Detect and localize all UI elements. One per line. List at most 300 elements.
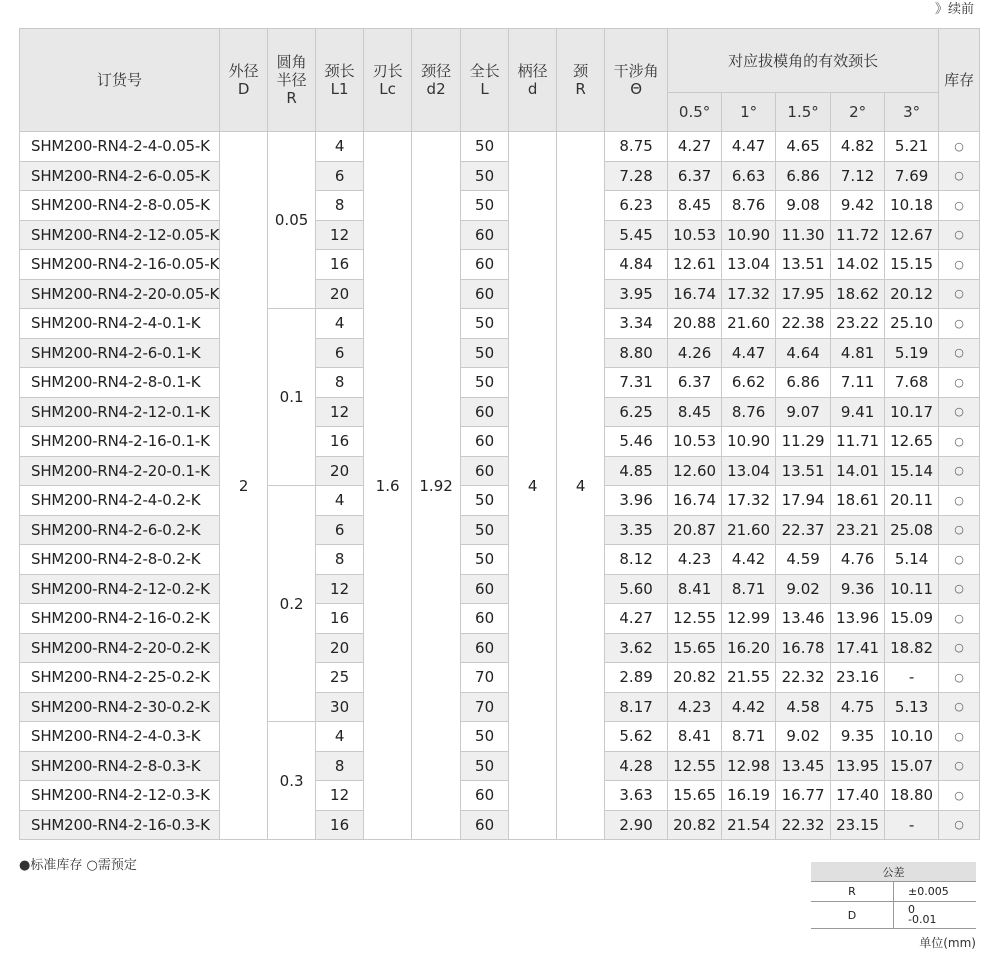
- table-row: [20, 132, 980, 162]
- total-length-cell: 50: [461, 486, 509, 516]
- effective-neck-length-cell: 8.45: [668, 191, 722, 221]
- order-code-cell: SHM200-RN4-2-4-0.1-K: [20, 309, 220, 339]
- effective-neck-length-cell: 23.16: [831, 663, 885, 693]
- order-code-cell: SHM200-RN4-2-16-0.2-K: [20, 604, 220, 634]
- effective-neck-length-cell: 21.55: [722, 663, 776, 693]
- order-code-cell: SHM200-RN4-2-8-0.3-K: [20, 751, 220, 781]
- neck-length-cell: 6: [316, 338, 364, 368]
- effective-neck-length-cell: 18.62: [831, 279, 885, 309]
- table-row: [20, 427, 980, 457]
- header-angle-2: 2°: [831, 93, 885, 132]
- interference-angle-cell: 6.25: [605, 397, 668, 427]
- effective-neck-length-cell: 10.18: [885, 191, 939, 221]
- stock-status-icon: ○: [939, 427, 980, 457]
- effective-neck-length-cell: 4.75: [831, 692, 885, 722]
- stock-status-icon: ○: [939, 515, 980, 545]
- tolerance-key-d: D: [811, 902, 894, 929]
- effective-neck-length-cell: 9.08: [776, 191, 831, 221]
- shank-diameter-cell: 4: [509, 132, 557, 840]
- outer-diameter-cell: 2: [220, 132, 268, 840]
- effective-neck-length-cell: 18.80: [885, 781, 939, 811]
- tolerance-value-d: 0 -0.01: [894, 902, 977, 929]
- order-code-cell: SHM200-RN4-2-16-0.1-K: [20, 427, 220, 457]
- effective-neck-length-cell: 10.90: [722, 427, 776, 457]
- effective-neck-length-cell: 22.37: [776, 515, 831, 545]
- table-row: [20, 456, 980, 486]
- effective-neck-length-cell: 5.13: [885, 692, 939, 722]
- header-neck-radius: 颈 R: [557, 29, 605, 132]
- effective-neck-length-cell: 4.42: [722, 545, 776, 575]
- stock-status-icon: ○: [939, 604, 980, 634]
- effective-neck-length-cell: 11.29: [776, 427, 831, 457]
- effective-neck-length-cell: 9.07: [776, 397, 831, 427]
- effective-neck-length-cell: -: [885, 663, 939, 693]
- total-length-cell: 60: [461, 810, 509, 840]
- order-code-cell: SHM200-RN4-2-20-0.05-K: [20, 279, 220, 309]
- neck-length-cell: 4: [316, 486, 364, 516]
- interference-angle-cell: 6.23: [605, 191, 668, 221]
- stock-status-icon: ○: [939, 692, 980, 722]
- neck-length-cell: 12: [316, 781, 364, 811]
- tolerance-table: [811, 862, 976, 929]
- effective-neck-length-cell: 7.68: [885, 368, 939, 398]
- order-code-cell: SHM200-RN4-2-30-0.2-K: [20, 692, 220, 722]
- spec-table-body: [20, 132, 980, 840]
- effective-neck-length-cell: 10.90: [722, 220, 776, 250]
- effective-neck-length-cell: 4.65: [776, 132, 831, 162]
- stock-status-icon: ○: [939, 545, 980, 575]
- effective-neck-length-cell: 23.21: [831, 515, 885, 545]
- stock-status-icon: ○: [939, 220, 980, 250]
- total-length-cell: 60: [461, 220, 509, 250]
- effective-neck-length-cell: 13.51: [776, 250, 831, 280]
- order-code-cell: SHM200-RN4-2-12-0.2-K: [20, 574, 220, 604]
- neck-length-cell: 30: [316, 692, 364, 722]
- header-outer-diameter: 外径 D: [220, 29, 268, 132]
- table-row: [20, 574, 980, 604]
- table-row: [20, 250, 980, 280]
- header-angle-3: 3°: [885, 93, 939, 132]
- neck-length-cell: 4: [316, 722, 364, 752]
- total-length-cell: 70: [461, 692, 509, 722]
- effective-neck-length-cell: 8.41: [668, 574, 722, 604]
- stock-status-icon: ○: [939, 486, 980, 516]
- order-code-cell: SHM200-RN4-2-4-0.05-K: [20, 132, 220, 162]
- order-code-cell: SHM200-RN4-2-20-0.1-K: [20, 456, 220, 486]
- total-length-cell: 60: [461, 633, 509, 663]
- neck-radius-cell: 4: [557, 132, 605, 840]
- interference-angle-cell: 7.28: [605, 161, 668, 191]
- header-shank-diameter: 柄径 d: [509, 29, 557, 132]
- stock-status-icon: ○: [939, 368, 980, 398]
- total-length-cell: 60: [461, 604, 509, 634]
- effective-neck-length-cell: 17.41: [831, 633, 885, 663]
- effective-neck-length-cell: 16.74: [668, 279, 722, 309]
- neck-length-cell: 12: [316, 574, 364, 604]
- table-row: [20, 220, 980, 250]
- effective-neck-length-cell: 25.10: [885, 309, 939, 339]
- header-corner-radius: 圆角 半径 R: [268, 29, 316, 132]
- order-code-cell: SHM200-RN4-2-8-0.1-K: [20, 368, 220, 398]
- unit-label: 单位(mm): [919, 936, 976, 950]
- effective-neck-length-cell: 15.14: [885, 456, 939, 486]
- effective-neck-length-cell: 17.32: [722, 486, 776, 516]
- order-code-cell: SHM200-RN4-2-6-0.1-K: [20, 338, 220, 368]
- effective-neck-length-cell: 20.12: [885, 279, 939, 309]
- neck-length-cell: 12: [316, 220, 364, 250]
- interference-angle-cell: 4.27: [605, 604, 668, 634]
- interference-angle-cell: 4.84: [605, 250, 668, 280]
- effective-neck-length-cell: 25.08: [885, 515, 939, 545]
- effective-neck-length-cell: 8.76: [722, 397, 776, 427]
- effective-neck-length-cell: 4.81: [831, 338, 885, 368]
- table-row: [20, 397, 980, 427]
- total-length-cell: 50: [461, 338, 509, 368]
- effective-neck-length-cell: 12.98: [722, 751, 776, 781]
- effective-neck-length-cell: 4.82: [831, 132, 885, 162]
- neck-length-cell: 8: [316, 368, 364, 398]
- effective-neck-length-cell: 17.32: [722, 279, 776, 309]
- order-code-cell: SHM200-RN4-2-8-0.2-K: [20, 545, 220, 575]
- effective-neck-length-cell: 18.61: [831, 486, 885, 516]
- effective-neck-length-cell: 4.59: [776, 545, 831, 575]
- header-neck-length: 颈长 L1: [316, 29, 364, 132]
- order-code-cell: SHM200-RN4-2-16-0.05-K: [20, 250, 220, 280]
- total-length-cell: 50: [461, 545, 509, 575]
- order-code-cell: SHM200-RN4-2-4-0.3-K: [20, 722, 220, 752]
- neck-length-cell: 16: [316, 427, 364, 457]
- total-length-cell: 60: [461, 574, 509, 604]
- effective-neck-length-cell: 9.02: [776, 574, 831, 604]
- order-required-icon: ○: [86, 858, 98, 873]
- stock-status-icon: ○: [939, 574, 980, 604]
- effective-neck-length-cell: 14.02: [831, 250, 885, 280]
- effective-neck-length-cell: 7.69: [885, 161, 939, 191]
- effective-neck-length-cell: 17.40: [831, 781, 885, 811]
- table-row: [20, 751, 980, 781]
- order-code-cell: SHM200-RN4-2-25-0.2-K: [20, 663, 220, 693]
- effective-neck-length-cell: 4.47: [722, 338, 776, 368]
- effective-neck-length-cell: 13.95: [831, 751, 885, 781]
- effective-neck-length-cell: 22.32: [776, 810, 831, 840]
- header-neck-diameter: 颈径 d2: [412, 29, 461, 132]
- table-row: [20, 722, 980, 752]
- header-effective-neck-group: 对应拔模角的有效颈长: [668, 29, 939, 93]
- neck-length-cell: 4: [316, 132, 364, 162]
- interference-angle-cell: 5.60: [605, 574, 668, 604]
- effective-neck-length-cell: 20.11: [885, 486, 939, 516]
- table-row: [20, 338, 980, 368]
- effective-neck-length-cell: 12.61: [668, 250, 722, 280]
- header-interference-angle: 干涉角 Θ: [605, 29, 668, 132]
- effective-neck-length-cell: 6.37: [668, 368, 722, 398]
- total-length-cell: 60: [461, 781, 509, 811]
- neck-length-cell: 20: [316, 279, 364, 309]
- neck-length-cell: 6: [316, 515, 364, 545]
- effective-neck-length-cell: 15.65: [668, 633, 722, 663]
- total-length-cell: 50: [461, 309, 509, 339]
- effective-neck-length-cell: 17.94: [776, 486, 831, 516]
- effective-neck-length-cell: 11.71: [831, 427, 885, 457]
- header-total-length: 全长 L: [461, 29, 509, 132]
- table-row: [20, 191, 980, 221]
- effective-neck-length-cell: 13.45: [776, 751, 831, 781]
- effective-neck-length-cell: 5.19: [885, 338, 939, 368]
- effective-neck-length-cell: 9.35: [831, 722, 885, 752]
- effective-neck-length-cell: 21.54: [722, 810, 776, 840]
- interference-angle-cell: 3.96: [605, 486, 668, 516]
- interference-angle-cell: 5.46: [605, 427, 668, 457]
- effective-neck-length-cell: 20.88: [668, 309, 722, 339]
- total-length-cell: 60: [461, 279, 509, 309]
- effective-neck-length-cell: 8.71: [722, 722, 776, 752]
- header-code: 订货号: [20, 29, 220, 132]
- effective-neck-length-cell: 11.30: [776, 220, 831, 250]
- effective-neck-length-cell: 4.23: [668, 692, 722, 722]
- order-code-cell: SHM200-RN4-2-12-0.1-K: [20, 397, 220, 427]
- order-code-cell: SHM200-RN4-2-6-0.2-K: [20, 515, 220, 545]
- order-required-label: 需预定: [97, 858, 137, 873]
- effective-neck-length-cell: 7.12: [831, 161, 885, 191]
- interference-angle-cell: 8.12: [605, 545, 668, 575]
- effective-neck-length-cell: 22.32: [776, 663, 831, 693]
- effective-neck-length-cell: 16.77: [776, 781, 831, 811]
- table-row: [20, 663, 980, 693]
- order-code-cell: SHM200-RN4-2-4-0.2-K: [20, 486, 220, 516]
- total-length-cell: 50: [461, 191, 509, 221]
- table-row: [20, 781, 980, 811]
- interference-angle-cell: 2.90: [605, 810, 668, 840]
- effective-neck-length-cell: 10.11: [885, 574, 939, 604]
- stock-status-icon: ○: [939, 633, 980, 663]
- header-angle-1: 1°: [722, 93, 776, 132]
- stock-status-icon: ○: [939, 663, 980, 693]
- effective-neck-length-cell: 15.15: [885, 250, 939, 280]
- effective-neck-length-cell: 6.63: [722, 161, 776, 191]
- effective-neck-length-cell: 4.23: [668, 545, 722, 575]
- effective-neck-length-cell: 20.82: [668, 810, 722, 840]
- effective-neck-length-cell: 6.37: [668, 161, 722, 191]
- effective-neck-length-cell: 7.11: [831, 368, 885, 398]
- stock-status-icon: ○: [939, 191, 980, 221]
- order-code-cell: SHM200-RN4-2-16-0.3-K: [20, 810, 220, 840]
- stock-status-icon: ○: [939, 250, 980, 280]
- effective-neck-length-cell: 18.82: [885, 633, 939, 663]
- order-code-cell: SHM200-RN4-2-6-0.05-K: [20, 161, 220, 191]
- total-length-cell: 60: [461, 250, 509, 280]
- effective-neck-length-cell: 12.67: [885, 220, 939, 250]
- interference-angle-cell: 4.28: [605, 751, 668, 781]
- total-length-cell: 60: [461, 427, 509, 457]
- effective-neck-length-cell: 21.60: [722, 309, 776, 339]
- effective-neck-length-cell: 8.45: [668, 397, 722, 427]
- effective-neck-length-cell: 15.07: [885, 751, 939, 781]
- interference-angle-cell: 3.63: [605, 781, 668, 811]
- table-row: [20, 368, 980, 398]
- effective-neck-length-cell: 4.27: [668, 132, 722, 162]
- stock-legend: [19, 857, 137, 875]
- effective-neck-length-cell: 23.22: [831, 309, 885, 339]
- effective-neck-length-cell: 16.74: [668, 486, 722, 516]
- effective-neck-length-cell: 13.51: [776, 456, 831, 486]
- total-length-cell: 50: [461, 161, 509, 191]
- tolerance-key-r: R: [811, 882, 894, 902]
- total-length-cell: 50: [461, 722, 509, 752]
- stock-status-icon: ○: [939, 161, 980, 191]
- effective-neck-length-cell: -: [885, 810, 939, 840]
- effective-neck-length-cell: 15.09: [885, 604, 939, 634]
- effective-neck-length-cell: 16.20: [722, 633, 776, 663]
- effective-neck-length-cell: 4.58: [776, 692, 831, 722]
- total-length-cell: 50: [461, 368, 509, 398]
- table-row: [20, 604, 980, 634]
- interference-angle-cell: 8.80: [605, 338, 668, 368]
- effective-neck-length-cell: 13.46: [776, 604, 831, 634]
- neck-length-cell: 4: [316, 309, 364, 339]
- total-length-cell: 50: [461, 515, 509, 545]
- neck-length-cell: 16: [316, 250, 364, 280]
- flute-length-cell: 1.6: [364, 132, 412, 840]
- effective-neck-length-cell: 23.15: [831, 810, 885, 840]
- effective-neck-length-cell: 21.60: [722, 515, 776, 545]
- effective-neck-length-cell: 16.19: [722, 781, 776, 811]
- neck-length-cell: 8: [316, 545, 364, 575]
- effective-neck-length-cell: 12.55: [668, 751, 722, 781]
- table-row: [20, 279, 980, 309]
- effective-neck-length-cell: 13.96: [831, 604, 885, 634]
- effective-neck-length-cell: 22.38: [776, 309, 831, 339]
- interference-angle-cell: 7.31: [605, 368, 668, 398]
- neck-length-cell: 12: [316, 397, 364, 427]
- effective-neck-length-cell: 10.10: [885, 722, 939, 752]
- corner-radius-cell: 0.2: [268, 486, 316, 722]
- corner-radius-cell: 0.1: [268, 309, 316, 486]
- stock-status-icon: ○: [939, 132, 980, 162]
- neck-length-cell: 8: [316, 751, 364, 781]
- tolerance-title: 公差: [811, 862, 976, 882]
- stock-status-icon: ○: [939, 309, 980, 339]
- neck-length-cell: 8: [316, 191, 364, 221]
- standard-stock-label: 标准库存: [30, 858, 83, 873]
- effective-neck-length-cell: 6.62: [722, 368, 776, 398]
- effective-neck-length-cell: 15.65: [668, 781, 722, 811]
- product-spec-table: [19, 28, 980, 840]
- total-length-cell: 50: [461, 132, 509, 162]
- effective-neck-length-cell: 9.36: [831, 574, 885, 604]
- interference-angle-cell: 5.62: [605, 722, 668, 752]
- effective-neck-length-cell: 8.71: [722, 574, 776, 604]
- effective-neck-length-cell: 16.78: [776, 633, 831, 663]
- effective-neck-length-cell: 13.04: [722, 456, 776, 486]
- effective-neck-length-cell: 20.82: [668, 663, 722, 693]
- stock-status-icon: ○: [939, 397, 980, 427]
- total-length-cell: 60: [461, 397, 509, 427]
- effective-neck-length-cell: 5.14: [885, 545, 939, 575]
- standard-stock-icon: ●: [19, 858, 31, 873]
- effective-neck-length-cell: 5.21: [885, 132, 939, 162]
- effective-neck-length-cell: 20.87: [668, 515, 722, 545]
- neck-length-cell: 16: [316, 604, 364, 634]
- effective-neck-length-cell: 6.86: [776, 368, 831, 398]
- total-length-cell: 60: [461, 456, 509, 486]
- header-stock: 库存: [939, 29, 980, 132]
- effective-neck-length-cell: 4.64: [776, 338, 831, 368]
- interference-angle-cell: 2.89: [605, 663, 668, 693]
- interference-angle-cell: 5.45: [605, 220, 668, 250]
- stock-status-icon: ○: [939, 279, 980, 309]
- effective-neck-length-cell: 12.55: [668, 604, 722, 634]
- table-row: [20, 309, 980, 339]
- header-angle-0-5: 0.5°: [668, 93, 722, 132]
- effective-neck-length-cell: 13.04: [722, 250, 776, 280]
- table-row: [20, 515, 980, 545]
- table-row: [20, 486, 980, 516]
- table-row: [20, 545, 980, 575]
- neck-length-cell: 6: [316, 161, 364, 191]
- header-flute-length: 刃长 Lc: [364, 29, 412, 132]
- effective-neck-length-cell: 9.02: [776, 722, 831, 752]
- effective-neck-length-cell: 10.17: [885, 397, 939, 427]
- effective-neck-length-cell: 9.42: [831, 191, 885, 221]
- effective-neck-length-cell: 9.41: [831, 397, 885, 427]
- effective-neck-length-cell: 4.26: [668, 338, 722, 368]
- table-row: [20, 810, 980, 840]
- interference-angle-cell: 3.34: [605, 309, 668, 339]
- stock-status-icon: ○: [939, 810, 980, 840]
- interference-angle-cell: 8.75: [605, 132, 668, 162]
- stock-status-icon: ○: [939, 456, 980, 486]
- neck-diameter-cell: 1.92: [412, 132, 461, 840]
- effective-neck-length-cell: 10.53: [668, 220, 722, 250]
- effective-neck-length-cell: 4.47: [722, 132, 776, 162]
- corner-radius-cell: 0.05: [268, 132, 316, 309]
- order-code-cell: SHM200-RN4-2-8-0.05-K: [20, 191, 220, 221]
- order-code-cell: SHM200-RN4-2-12-0.3-K: [20, 781, 220, 811]
- table-row: [20, 633, 980, 663]
- tolerance-value-r: ±0.005: [894, 882, 977, 902]
- interference-angle-cell: 3.35: [605, 515, 668, 545]
- order-code-cell: SHM200-RN4-2-20-0.2-K: [20, 633, 220, 663]
- effective-neck-length-cell: 12.60: [668, 456, 722, 486]
- total-length-cell: 50: [461, 751, 509, 781]
- stock-status-icon: ○: [939, 751, 980, 781]
- effective-neck-length-cell: 4.42: [722, 692, 776, 722]
- effective-neck-length-cell: 8.76: [722, 191, 776, 221]
- interference-angle-cell: 3.95: [605, 279, 668, 309]
- interference-angle-cell: 4.85: [605, 456, 668, 486]
- stock-status-icon: ○: [939, 722, 980, 752]
- corner-radius-cell: 0.3: [268, 722, 316, 840]
- effective-neck-length-cell: 11.72: [831, 220, 885, 250]
- interference-angle-cell: 3.62: [605, 633, 668, 663]
- effective-neck-length-cell: 12.65: [885, 427, 939, 457]
- effective-neck-length-cell: 12.99: [722, 604, 776, 634]
- effective-neck-length-cell: 8.41: [668, 722, 722, 752]
- effective-neck-length-cell: 6.86: [776, 161, 831, 191]
- total-length-cell: 70: [461, 663, 509, 693]
- neck-length-cell: 16: [316, 810, 364, 840]
- neck-length-cell: 25: [316, 663, 364, 693]
- continued-label: 》续前: [934, 2, 974, 17]
- neck-length-cell: 20: [316, 456, 364, 486]
- effective-neck-length-cell: 4.76: [831, 545, 885, 575]
- neck-length-cell: 20: [316, 633, 364, 663]
- order-code-cell: SHM200-RN4-2-12-0.05-K: [20, 220, 220, 250]
- interference-angle-cell: 8.17: [605, 692, 668, 722]
- stock-status-icon: ○: [939, 781, 980, 811]
- effective-neck-length-cell: 10.53: [668, 427, 722, 457]
- effective-neck-length-cell: 17.95: [776, 279, 831, 309]
